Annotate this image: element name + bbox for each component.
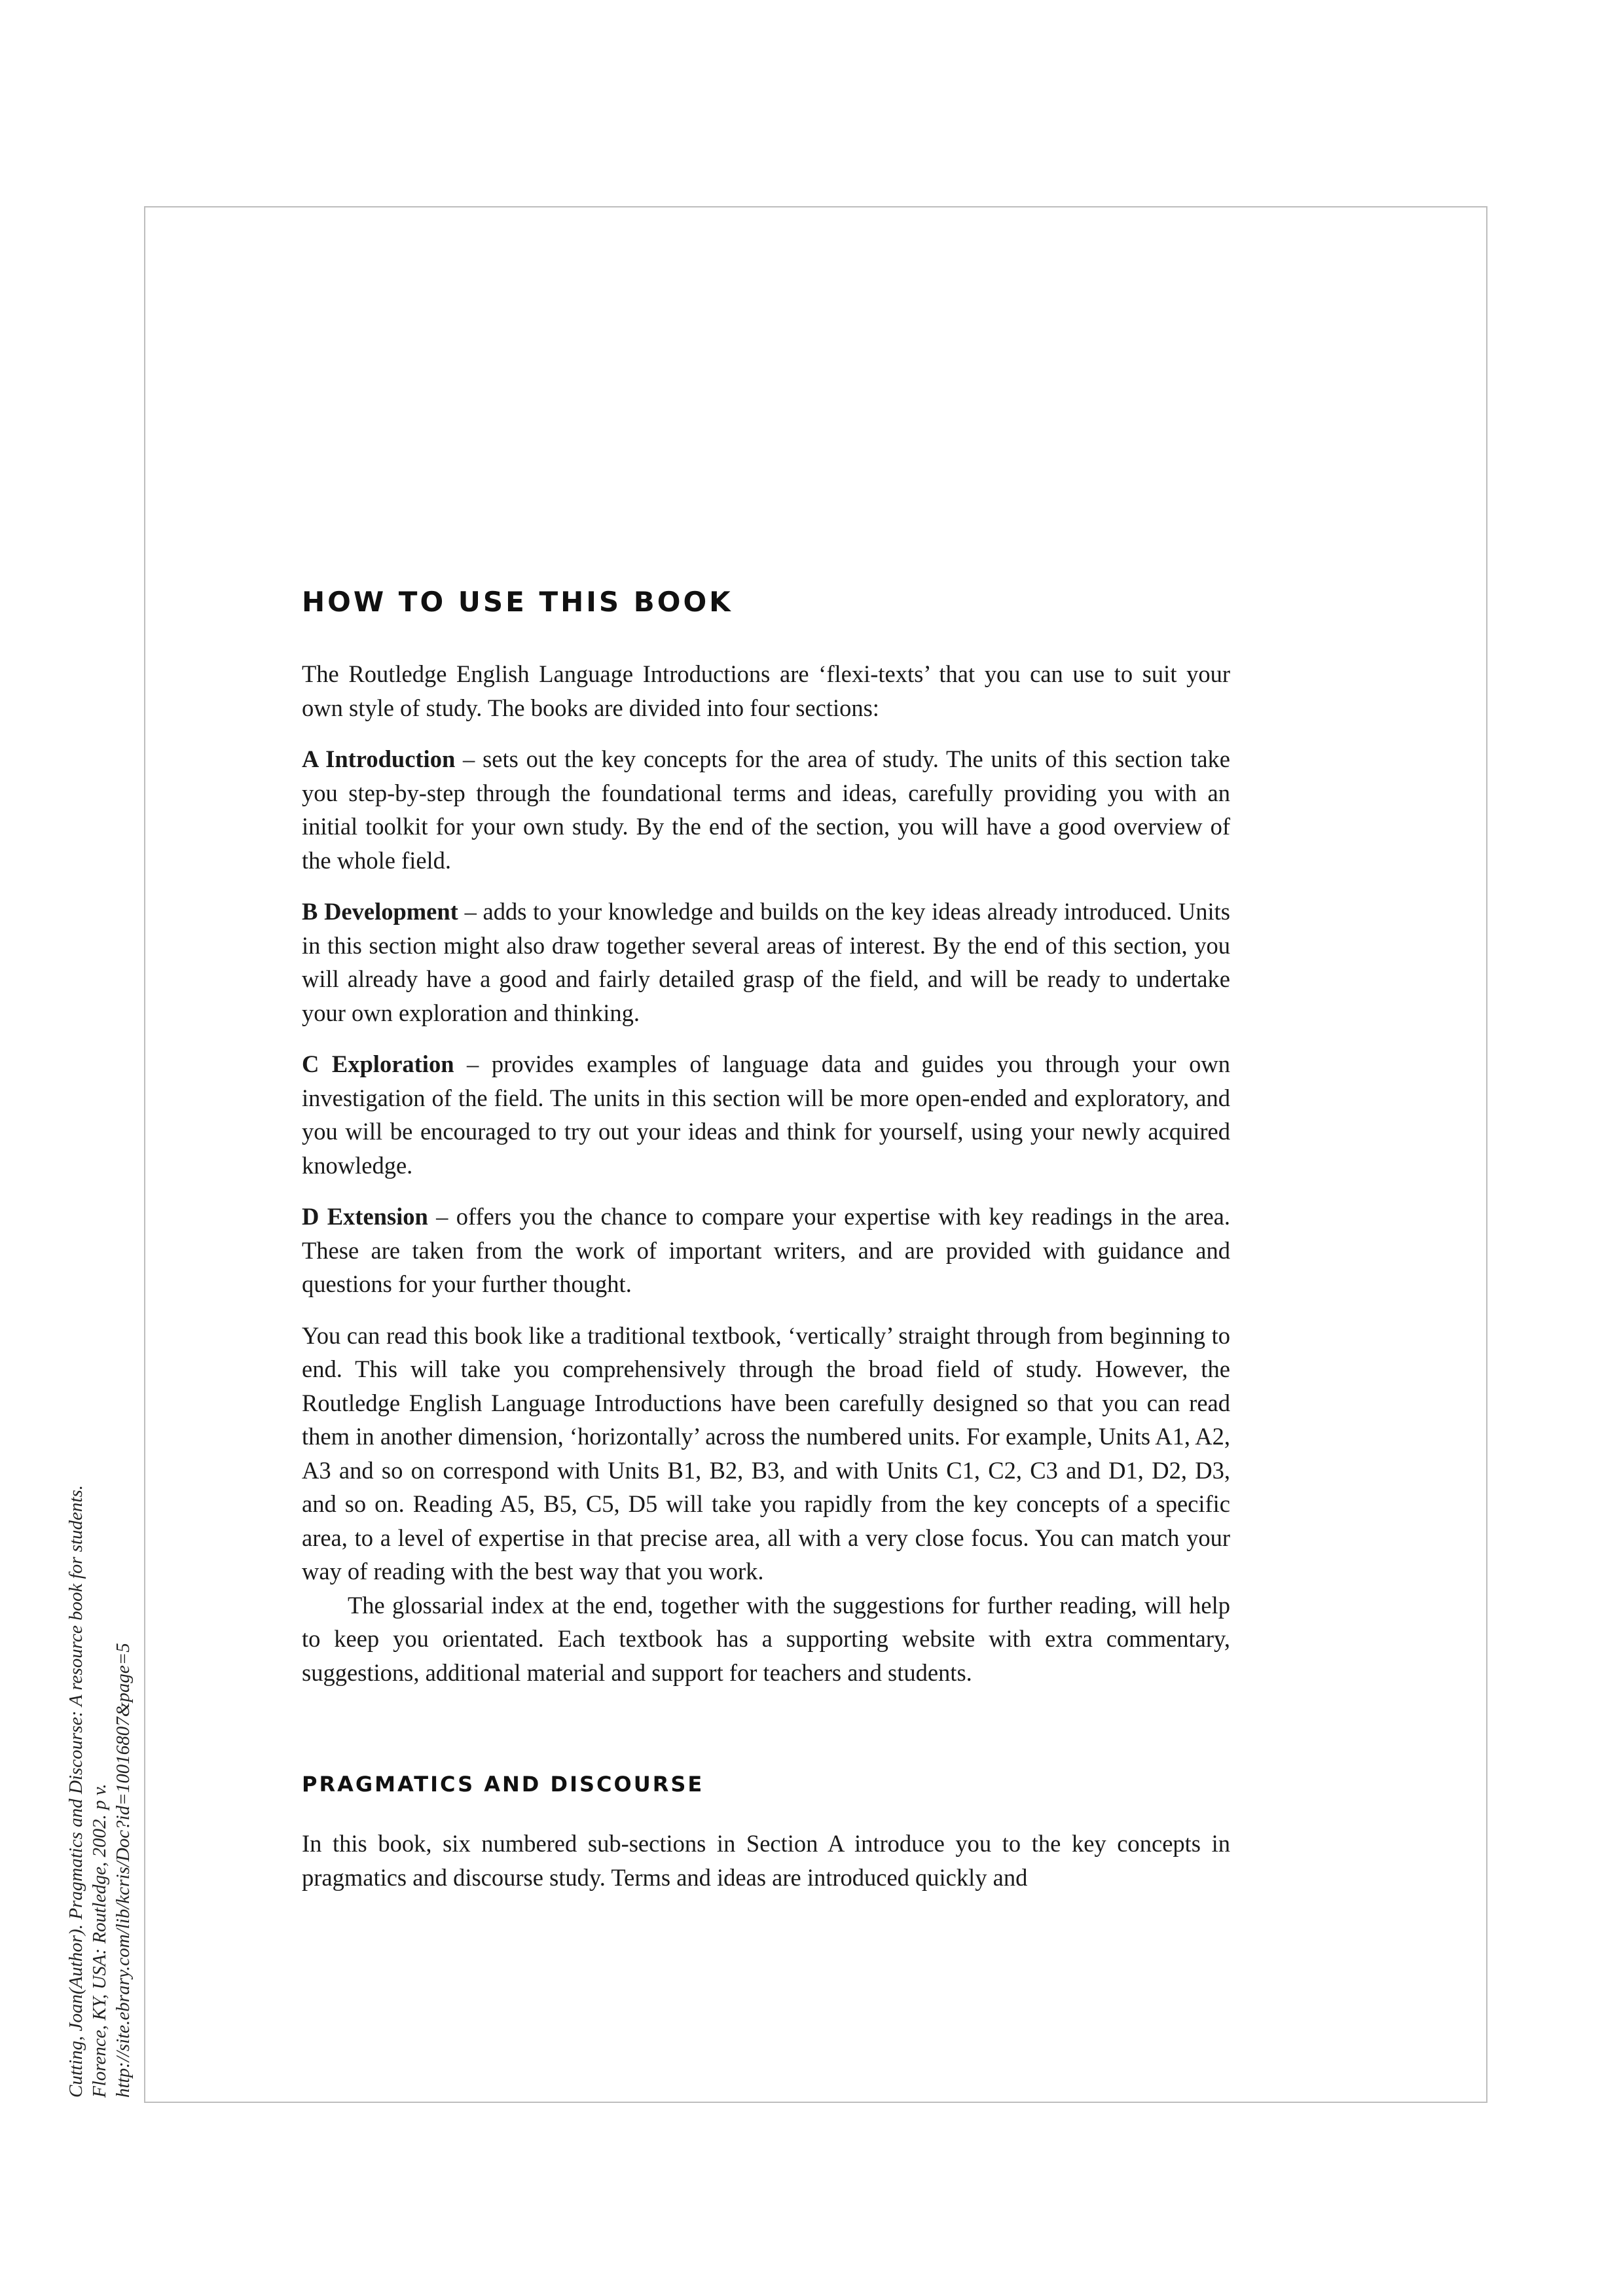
section-heading: PRAGMATICS AND DISCOURSE: [302, 1772, 704, 1797]
glossary-paragraph: The glossarial index at the end, together with the suggestions for further reading, will help to keep you orientated. Each textbook has a supporting website with extra commentary, suggestions, additional material and support for teachers and students.: [302, 1591, 1230, 1686]
section-a-term: A Introduction: [302, 745, 456, 772]
section-b-paragraph: [302, 895, 1230, 1030]
section-a-paragraph: [302, 742, 1230, 877]
citation-note: [64, 1234, 135, 2098]
citation-line-3: http://site.ebrary.com/lib/kcris/Doc?id=10016807&page=5: [113, 1643, 134, 2098]
section-d-paragraph: [302, 1200, 1230, 1301]
pragmatics-paragraph: In this book, six numbered sub-sections in Section A introduce you to the key concepts in pragmatics and discourse study. Terms and ideas are introduced quickly and: [302, 1830, 1230, 1891]
intro-paragraph: The Routledge English Language Introductions are ‘flexi-texts’ that you can use to suit your own style of study. The books are divided into four sections:: [302, 660, 1230, 721]
section-spacer: [302, 1707, 1230, 1769]
section-d-text: – offers you the chance to compare your expertise with key readings in the area. These are taken from the work of important writers, and are provided with guidance and questions for your further thought.: [302, 1203, 1230, 1297]
section-c-paragraph: [302, 1047, 1230, 1182]
section-c-text: – provides examples of language data and guides you through your own investigation of the field. The units in this section will be more open-ended and exploratory, and you will be encouraged to try out your ideas and think for yourself, using your newly acquired knowledge.: [302, 1050, 1230, 1179]
section-d-term: D Extension: [302, 1203, 428, 1230]
section-a-text: – sets out the key concepts for the area of study. The units of this section take you step-by-step through the foundational terms and ideas, carefully providing you with an initial toolkit for your own study. By the end of the section, you will have a good overview of the whole field.: [302, 745, 1230, 874]
reading-paragraph: You can read this book like a traditional textbook, ‘vertically’ straight through from beginning to end. This will take you comprehensively through the broad field of study. However, the Routledge English Language Introductions have been carefully designed so that you can read them in another dimension, ‘horizontally’ across the numbered units. For example, Units A1, A2, A3 and so on correspond with Units B1, B2, B3, and with Units C1, C2, C3 and D1, D2, D3, and so on. Reading A5, B5, C5, D5 will take you rapidly from the key concepts of a specific area, to a level of expertise in that precise area, all with a very close focus. You can match your way of reading with the best way that you work.: [302, 1321, 1230, 1585]
page-title: HOW TO USE THIS BOOK: [302, 586, 733, 618]
section-c-term: C Exploration: [302, 1050, 454, 1077]
citation-line-1: Cutting, Joan(Author). Pragmatics and Discourse: A resource book for students.: [65, 1485, 86, 2098]
citation-line-2: Florence, KY, USA: Routledge, 2002. p v.: [89, 1784, 110, 2098]
section-b-term: B Development: [302, 898, 458, 925]
page-content: [302, 583, 1230, 1912]
section-b-text: – adds to your knowledge and builds on the key ideas already introduced. Units in this section might also draw together several areas of interest. By the end of this section, you will already have a good and fairly detailed grasp of the field, and will be ready to undertake your own exploration and thinking.: [302, 898, 1231, 1026]
